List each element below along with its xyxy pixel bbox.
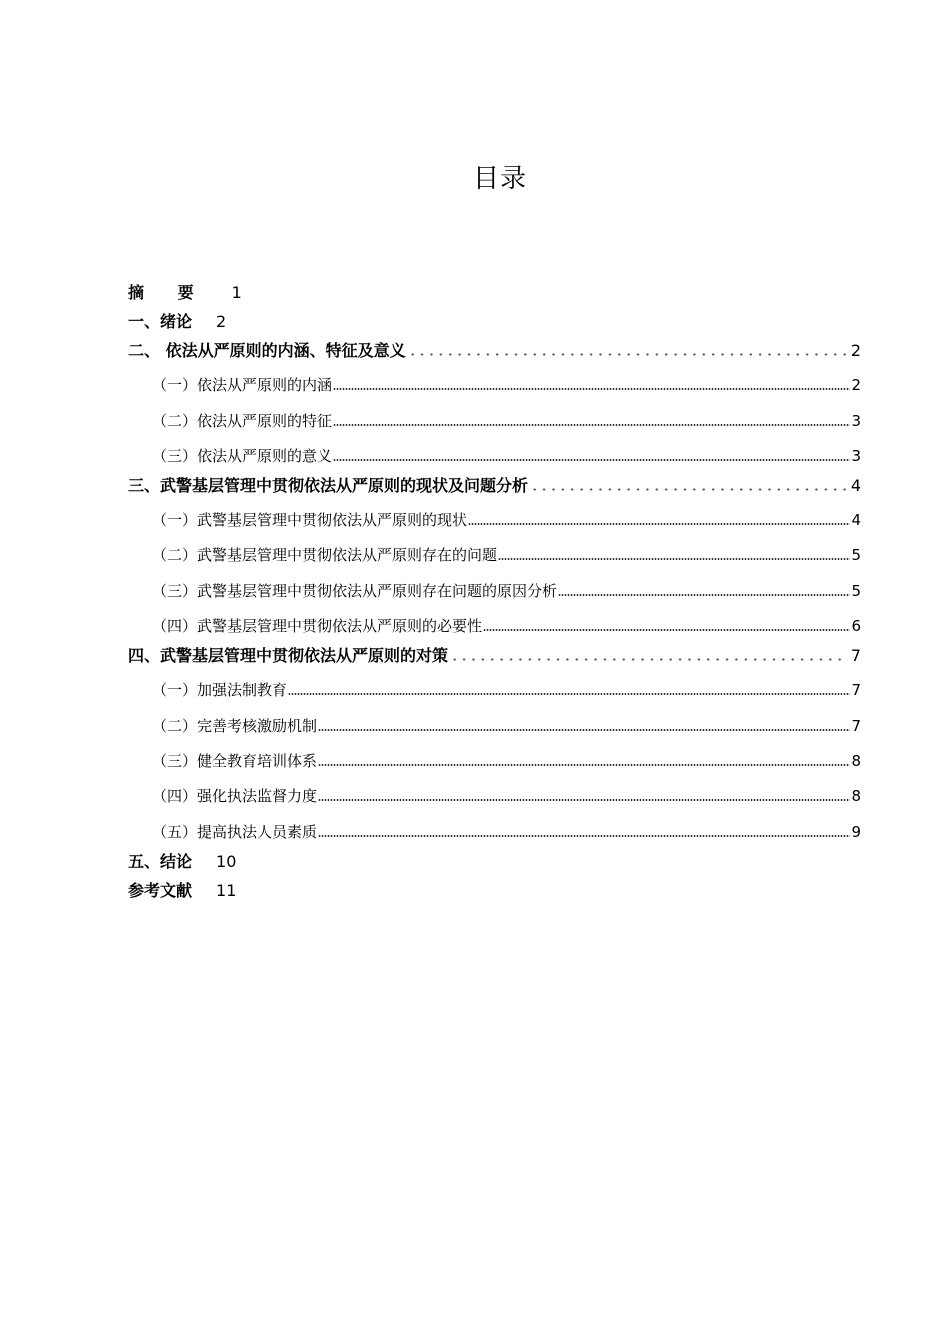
dot-leader — [483, 627, 850, 631]
table-of-contents — [128, 276, 861, 903]
toc-entry-conclusion[interactable] — [128, 845, 861, 874]
toc-entry-title: （四）强化执法监督力度 — [152, 787, 318, 806]
toc-entry-4-3[interactable] — [128, 739, 861, 774]
toc-entry-title: （三）健全教育培训体系 — [152, 751, 318, 770]
toc-entry-title: 三、武警基层管理中贯彻依法从严原则的现状及问题分析 — [128, 475, 529, 495]
dot-leader — [318, 762, 850, 766]
page-title: 目录 — [472, 164, 527, 194]
toc-entry-title: （三）依法从严原则的意义 — [152, 446, 333, 465]
toc-entry-page: 2 — [216, 312, 227, 331]
dot-leader — [450, 655, 848, 661]
toc-entry-title: （一）武警基层管理中贯彻依法从严原则的现状 — [152, 511, 468, 530]
toc-entry-page: 3 — [851, 446, 861, 465]
toc-entry-title: 一、绪论 — [128, 312, 193, 331]
toc-entry-page: 5 — [851, 546, 861, 565]
toc-entry-introduction[interactable] — [128, 305, 861, 334]
toc-entry-page: 8 — [851, 787, 861, 806]
dot-leader — [288, 691, 850, 695]
toc-entry-page: 7 — [851, 681, 861, 700]
toc-entry-page: 9 — [851, 822, 861, 841]
toc-entry-references[interactable] — [128, 874, 861, 903]
toc-entry-4-5[interactable] — [128, 809, 861, 844]
toc-entry-2-3[interactable] — [128, 434, 861, 469]
toc-entry-4-1[interactable] — [128, 668, 861, 703]
toc-entry-title: （四）武警基层管理中贯彻依法从严原则的必要性 — [152, 617, 483, 636]
toc-entry-page: 7 — [850, 646, 861, 666]
toc-entry-page: 10 — [216, 851, 237, 871]
toc-entry-page: 6 — [851, 617, 861, 636]
toc-entry-3-1[interactable] — [128, 498, 861, 533]
toc-entry-title: （五）提高执法人员素质 — [152, 822, 318, 841]
dot-leader — [318, 833, 850, 837]
toc-entry-abstract[interactable] — [128, 276, 861, 305]
dot-leader — [530, 485, 848, 491]
toc-entry-page: 7 — [851, 716, 861, 735]
toc-entry-title: 二、 依法从严原则的内涵、特征及意义 — [128, 341, 406, 360]
toc-entry-page: 8 — [851, 751, 861, 770]
dot-leader — [333, 386, 850, 390]
toc-entry-title: 参考文献 — [128, 880, 193, 900]
toc-entry-title: （一）加强法制教育 — [152, 681, 288, 700]
toc-entry-title: 四、武警基层管理中贯彻依法从严原则的对策 — [128, 646, 449, 666]
toc-entry-title: 摘 要 — [128, 283, 208, 302]
dot-leader — [318, 797, 850, 801]
toc-entry-title: （二）完善考核激励机制 — [152, 716, 318, 735]
dot-leader — [408, 350, 848, 356]
toc-entry-chapter-3[interactable] — [128, 469, 861, 498]
dot-leader — [318, 727, 850, 731]
toc-entry-page: 4 — [850, 475, 861, 495]
toc-entry-title: （一）依法从严原则的内涵 — [152, 376, 333, 395]
toc-entry-page: 3 — [851, 411, 861, 430]
toc-entry-page: 2 — [851, 376, 861, 395]
toc-entry-title: （二）依法从严原则的特征 — [152, 411, 333, 430]
toc-entry-page: 5 — [851, 581, 861, 600]
toc-entry-3-3[interactable] — [128, 568, 861, 603]
toc-entry-chapter-2[interactable] — [128, 334, 861, 363]
dot-leader — [498, 556, 850, 560]
toc-entry-page: 4 — [851, 511, 861, 530]
toc-entry-3-2[interactable] — [128, 533, 861, 568]
toc-entry-page: 2 — [850, 341, 861, 360]
toc-entry-title: （三）武警基层管理中贯彻依法从严原则存在问题的原因分析 — [152, 581, 558, 600]
dot-leader — [333, 457, 850, 461]
toc-entry-2-1[interactable] — [128, 363, 861, 398]
toc-entry-chapter-4[interactable] — [128, 639, 861, 668]
dot-leader — [333, 422, 850, 426]
toc-entry-3-4[interactable] — [128, 604, 861, 639]
toc-entry-4-2[interactable] — [128, 703, 861, 738]
toc-entry-4-4[interactable] — [128, 774, 861, 809]
toc-entry-page: 1 — [231, 283, 242, 302]
dot-leader — [468, 521, 850, 525]
toc-entry-title: （二）武警基层管理中贯彻依法从严原则存在的问题 — [152, 546, 498, 565]
toc-entry-2-2[interactable] — [128, 398, 861, 433]
dot-leader — [558, 592, 850, 596]
toc-entry-page: 11 — [216, 880, 237, 900]
toc-entry-title: 五、结论 — [128, 851, 193, 871]
